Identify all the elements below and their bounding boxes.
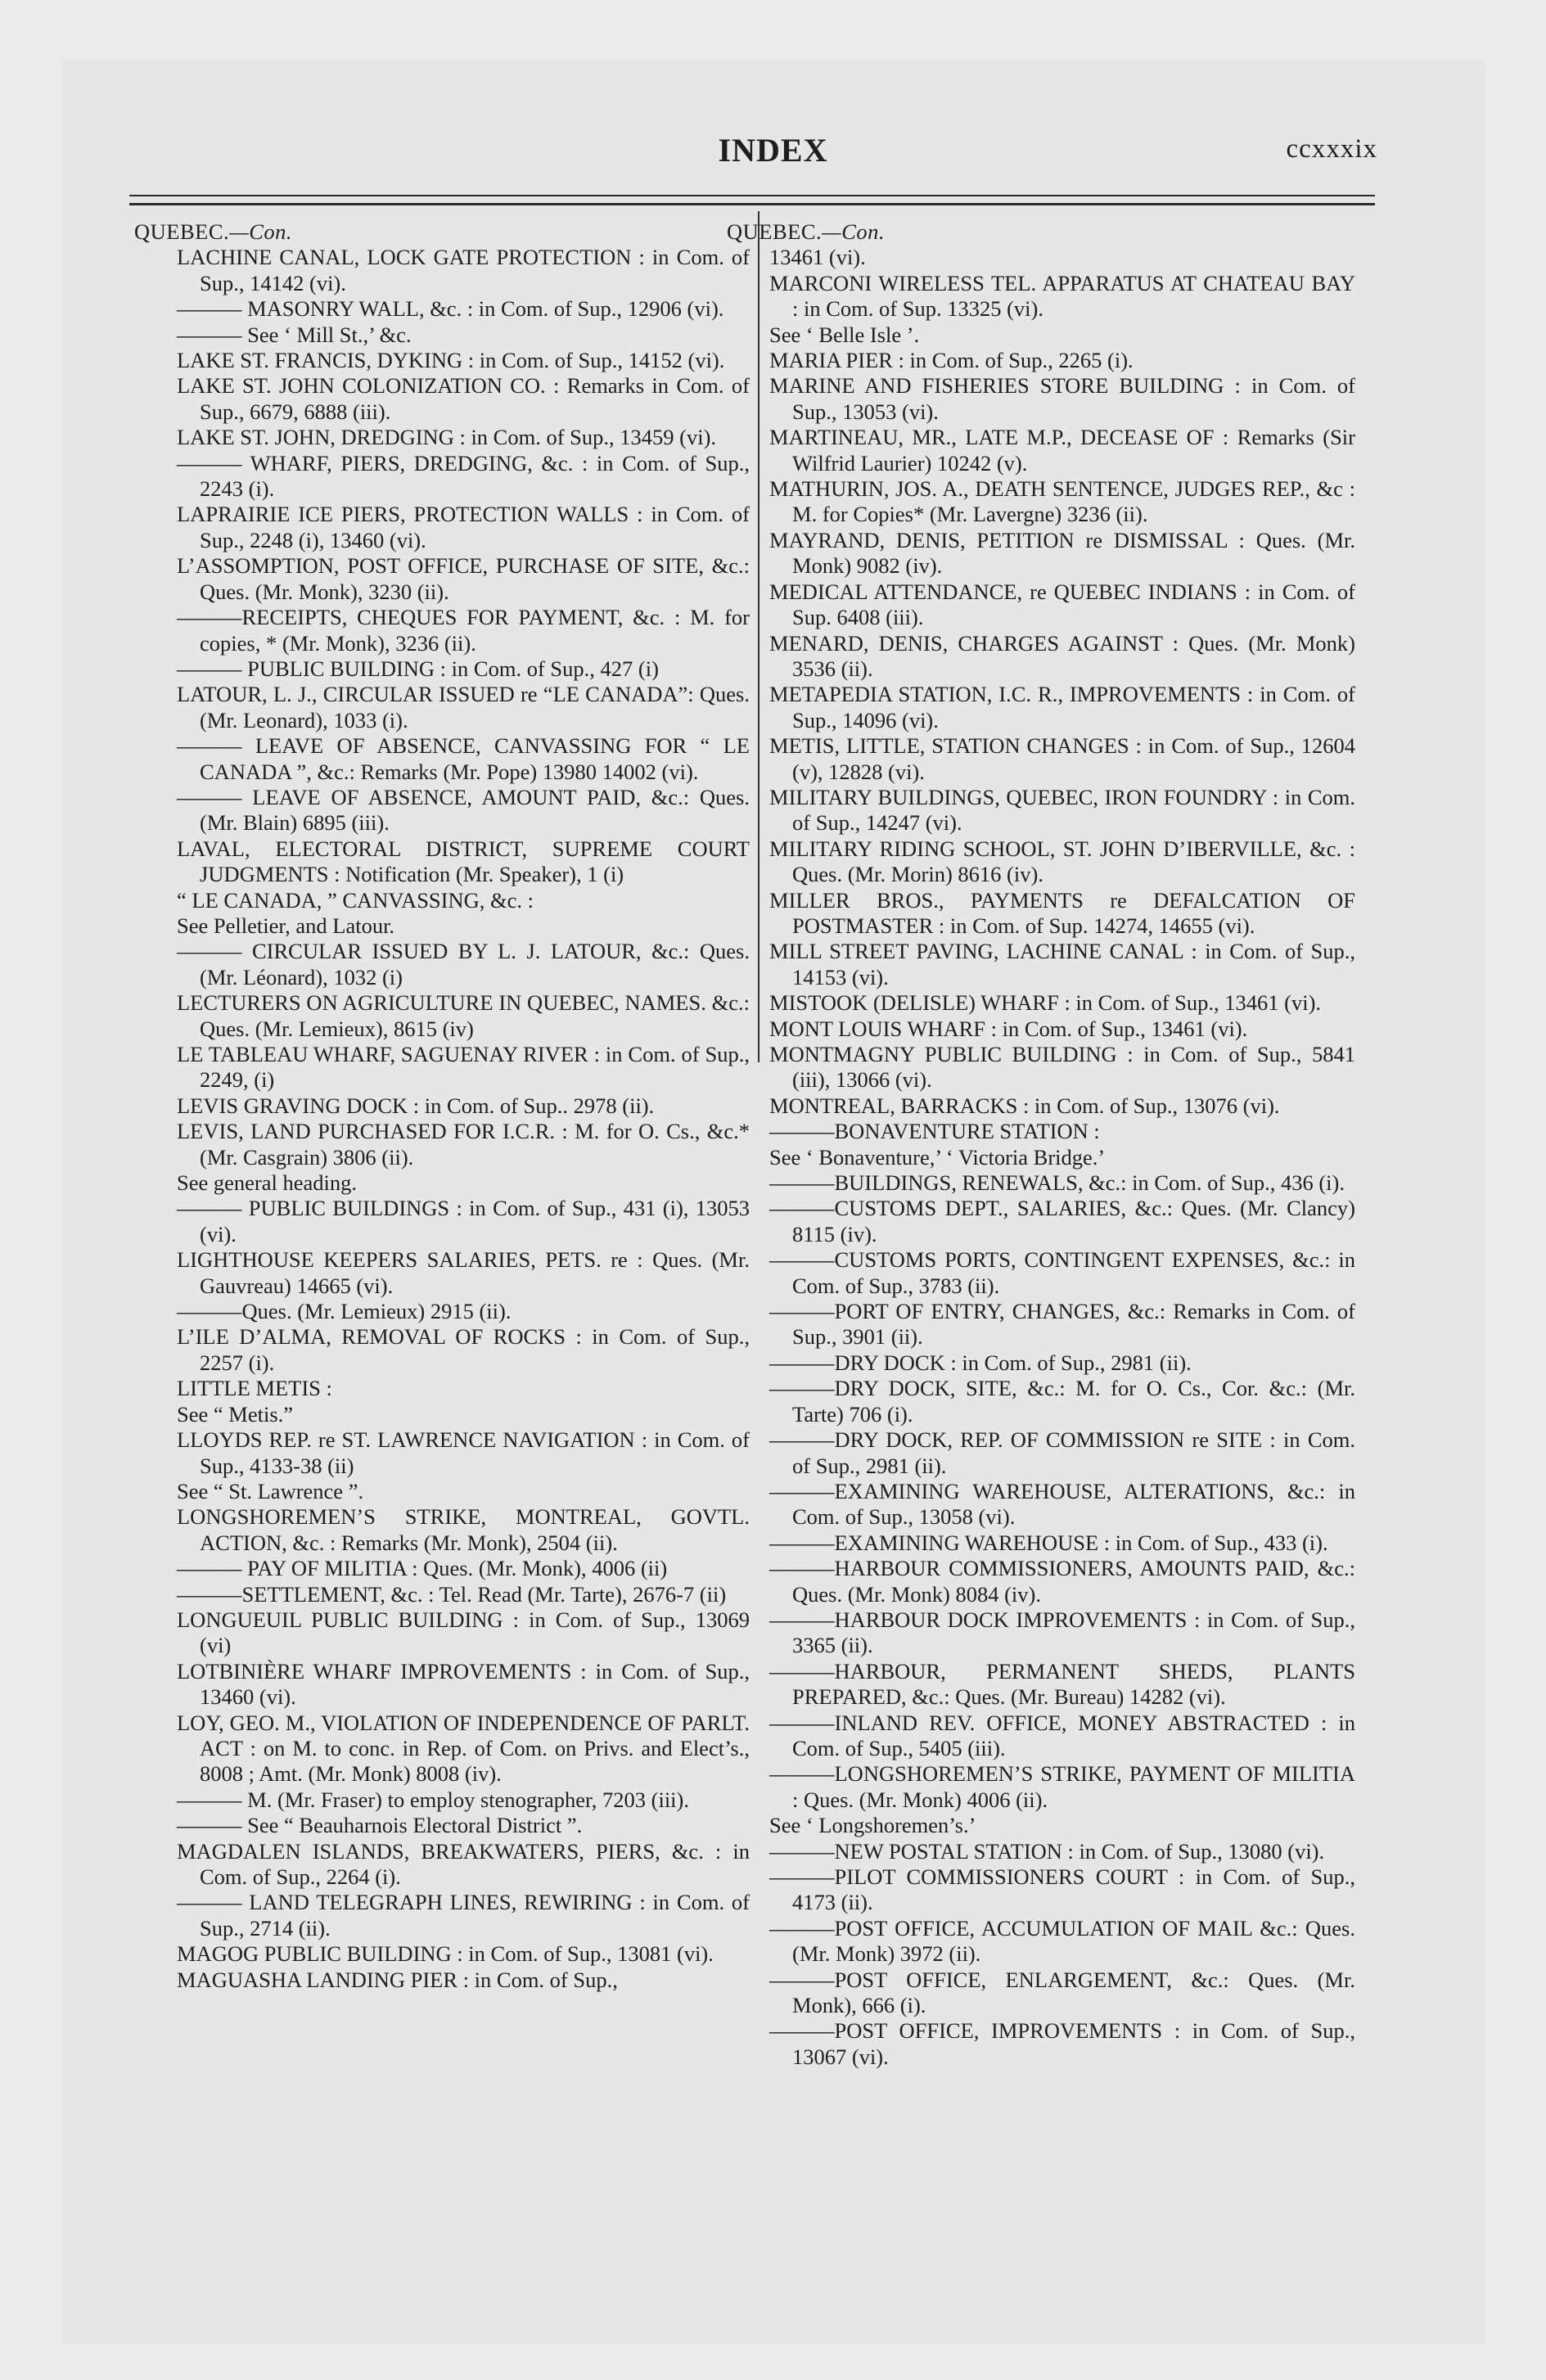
left-heading-suffix: —Con. bbox=[229, 219, 292, 244]
index-entry: ———PORT OF ENTRY, CHANGES, &c.: Remarks in Com. of Sup., 3901 (ii). bbox=[769, 1299, 1355, 1350]
index-entry: ——— LEAVE OF ABSENCE, AMOUNT PAID, &c.: Ques. (Mr. Blain) 6895 (iii). bbox=[177, 784, 750, 836]
index-entry: LATOUR, L. J., CIRCULAR ISSUED re “LE CANADA”: Ques. (Mr. Leonard), 1033 (i). bbox=[177, 682, 750, 732]
index-entry: ———HARBOUR DOCK IMPROVEMENTS : in Com. of Sup., 3365 (ii). bbox=[769, 1607, 1355, 1658]
index-entry: MAGOG PUBLIC BUILDING : in Com. of Sup., 13081 (vi). bbox=[177, 1941, 714, 1967]
index-entry: ———EXAMINING WAREHOUSE, ALTERATIONS, &c.: in Com. of Sup., 13058 (vi). bbox=[769, 1478, 1355, 1530]
index-entry: LEVIS GRAVING DOCK : in Com. of Sup.. 2978 (ii). bbox=[177, 1093, 655, 1118]
index-entry: ———EXAMINING WAREHOUSE : in Com. of Sup., 433 (i). bbox=[769, 1530, 1328, 1555]
index-entry: ———CUSTOMS PORTS, CONTINGENT EXPENSES, &c.: in Com. of Sup., 3783 (ii). bbox=[769, 1247, 1355, 1298]
index-entry: MARINE AND FISHERIES STORE BUILDING : in Com. of Sup., 13053 (vi). bbox=[769, 373, 1355, 424]
index-entry: See ‘ Bonaventure,’ ‘ Victoria Bridge.’ bbox=[769, 1144, 1106, 1170]
left-heading-text: QUEBEC. bbox=[134, 219, 230, 244]
index-entry: See ‘ Belle Isle ’. bbox=[769, 322, 920, 347]
index-entry: LONGSHOREMEN’S STRIKE, MONTREAL, GOVTL. ACTION, &c. : Remarks (Mr. Monk), 2504 (ii). bbox=[177, 1504, 750, 1555]
index-entry: ———DRY DOCK : in Com. of Sup., 2981 (ii). bbox=[769, 1350, 1192, 1375]
index-entry: ——— See ‘ Mill St.,’ &c. bbox=[177, 322, 412, 347]
index-entry: LE TABLEAU WHARF, SAGUENAY RIVER : in Com. of Sup., 2249, (i) bbox=[177, 1042, 750, 1093]
index-entry: ———HARBOUR, PERMANENT SHEDS, PLANTS PREPARED, &c.: Ques. (Mr. Bureau) 14282 (vi). bbox=[769, 1658, 1355, 1710]
column-divider bbox=[758, 211, 759, 1062]
header-rule-thick bbox=[129, 203, 1375, 205]
index-entry: LLOYDS REP. re ST. LAWRENCE NAVIGATION : in Com. of Sup., 4133-38 (ii) bbox=[177, 1427, 750, 1478]
index-entry: MAGDALEN ISLANDS, BREAKWATERS, PIERS, &c. : in Com. of Sup., 2264 (i). bbox=[177, 1838, 750, 1889]
index-entry: METIS, LITTLE, STATION CHANGES : in Com. of Sup., 12604 (v), 12828 (vi). bbox=[769, 733, 1355, 784]
index-entry: LEVIS, LAND PURCHASED FOR I.C.R. : M. for O. Cs., &c.* (Mr. Casgrain) 3806 (ii). bbox=[177, 1119, 750, 1170]
right-heading-suffix: —Con. bbox=[822, 219, 885, 244]
index-entry: ———DRY DOCK, SITE, &c.: M. for O. Cs., Cor. &c.: (Mr. Tarte) 706 (i). bbox=[769, 1376, 1355, 1427]
index-entry: ———RECEIPTS, CHEQUES FOR PAYMENT, &c. : M. for copies, * (Mr. Monk), 3236 (ii). bbox=[177, 605, 750, 656]
index-entry: MARIA PIER : in Com. of Sup., 2265 (i). bbox=[769, 348, 1134, 373]
index-entry: MENARD, DENIS, CHARGES AGAINST : Ques. (Mr. Monk) 3536 (ii). bbox=[769, 630, 1355, 681]
index-entry: ———PILOT COMMISSIONERS COURT : in Com. of Sup., 4173 (ii). bbox=[769, 1864, 1355, 1915]
index-entry: ——— See “ Beauharnois Electoral District ”. bbox=[177, 1813, 583, 1838]
index-entry: LITTLE METIS : bbox=[177, 1376, 332, 1401]
index-entry: 13461 (vi). bbox=[769, 245, 866, 270]
index-entry: MONTREAL, BARRACKS : in Com. of Sup., 13076 (vi). bbox=[769, 1093, 1280, 1118]
left-column bbox=[134, 219, 750, 1993]
index-entry: MILITARY RIDING SCHOOL, ST. JOHN D’IBERVILLE, &c. : Ques. (Mr. Morin) 8616 (iv). bbox=[769, 836, 1355, 887]
page-title: INDEX bbox=[718, 132, 828, 169]
index-entry: ——— PUBLIC BUILDING : in Com. of Sup., 427 (i) bbox=[177, 656, 659, 681]
index-entry: MAGUASHA LANDING PIER : in Com. of Sup., bbox=[177, 1967, 618, 1992]
index-entry: ——— LAND TELEGRAPH LINES, REWIRING : in Com. of Sup., 2714 (ii). bbox=[177, 1890, 750, 1941]
right-entries bbox=[769, 245, 1355, 2070]
right-column-heading bbox=[727, 219, 1355, 245]
index-entry: ——— CIRCULAR ISSUED BY L. J. LATOUR, &c.: Ques. (Mr. Léonard), 1032 (i) bbox=[177, 939, 750, 989]
index-entry: LAVAL, ELECTORAL DISTRICT, SUPREME COURT JUDGMENTS : Notification (Mr. Speaker), 1 (i) bbox=[177, 836, 750, 887]
index-entry: ———POST OFFICE, ENLARGEMENT, &c.: Ques. (Mr. Monk), 666 (i). bbox=[769, 1967, 1355, 2018]
left-column-heading bbox=[134, 219, 750, 245]
index-entry: MONTMAGNY PUBLIC BUILDING : in Com. of Sup., 5841 (iii), 13066 (vi). bbox=[769, 1042, 1355, 1093]
index-entry: LAKE ST. FRANCIS, DYKING : in Com. of Sup., 14152 (vi). bbox=[177, 348, 725, 373]
index-entry: ———HARBOUR COMMISSIONERS, AMOUNTS PAID, &c.: Ques. (Mr. Monk) 8084 (iv). bbox=[769, 1556, 1355, 1607]
index-entry: ——— WHARF, PIERS, DREDGING, &c. : in Com. of Sup., 2243 (i). bbox=[177, 450, 750, 502]
index-entry: ———POST OFFICE, ACCUMULATION OF MAIL &c.: Ques. (Mr. Monk) 3972 (ii). bbox=[769, 1915, 1355, 1967]
index-entry: MARCONI WIRELESS TEL. APPARATUS AT CHATEAU BAY : in Com. of Sup. 13325 (vi). bbox=[769, 270, 1355, 322]
index-entry: ——— M. (Mr. Fraser) to employ stenographer, 7203 (iii). bbox=[177, 1787, 689, 1812]
index-entry: ———LONGSHOREMEN’S STRIKE, PAYMENT OF MILITIA : Ques. (Mr. Monk) 4006 (ii). bbox=[769, 1761, 1355, 1812]
index-entry: MEDICAL ATTENDANCE, re QUEBEC INDIANS : in Com. of Sup. 6408 (iii). bbox=[769, 579, 1355, 630]
index-entry: MILL STREET PAVING, LACHINE CANAL : in Com. of Sup., 14153 (vi). bbox=[769, 939, 1355, 989]
right-heading-text: QUEBEC. bbox=[727, 219, 823, 244]
index-entry: LAKE ST. JOHN, DREDGING : in Com. of Sup., 13459 (vi). bbox=[177, 425, 717, 450]
index-entry: LACHINE CANAL, LOCK GATE PROTECTION : in Com. of Sup., 14142 (vi). bbox=[177, 245, 750, 295]
header-rule-thin bbox=[129, 195, 1375, 196]
index-entry: MILITARY BUILDINGS, QUEBEC, IRON FOUNDRY : in Com. of Sup., 14247 (vi). bbox=[769, 784, 1355, 836]
right-column bbox=[727, 219, 1355, 2070]
index-entry: LAKE ST. JOHN COLONIZATION CO. : Remarks in Com. of Sup., 6679, 6888 (iii). bbox=[177, 373, 750, 424]
index-entry: ———DRY DOCK, REP. OF COMMISSION re SITE : in Com. of Sup., 2981 (ii). bbox=[769, 1427, 1355, 1478]
index-entry: MATHURIN, JOS. A., DEATH SENTENCE, JUDGES REP., &c : M. for Copies* (Mr. Lavergne) 3236 (ii). bbox=[769, 476, 1355, 527]
index-entry: ———BUILDINGS, RENEWALS, &c.: in Com. of Sup., 436 (i). bbox=[769, 1170, 1345, 1196]
index-entry: ———CUSTOMS DEPT., SALARIES, &c.: Ques. (Mr. Clancy) 8115 (iv). bbox=[769, 1196, 1355, 1246]
index-entry: See ‘ Longshoremen’s.’ bbox=[769, 1813, 976, 1838]
index-entry: LOY, GEO. M., VIOLATION OF INDEPENDENCE OF PARLT. ACT : on M. to conc. in Rep. of Com. on Privs. and Elect’s., 8008 ; Amt. (Mr. Monk) 8008 (iv). bbox=[177, 1710, 750, 1787]
index-entry: See “ St. Lawrence ”. bbox=[177, 1478, 364, 1503]
index-entry: L’ILE D’ALMA, REMOVAL OF ROCKS : in Com. of Sup., 2257 (i). bbox=[177, 1324, 750, 1375]
index-entry: LOTBINIÈRE WHARF IMPROVEMENTS : in Com. of Sup., 13460 (vi). bbox=[177, 1658, 750, 1710]
index-entry: ——— MASONRY WALL, &c. : in Com. of Sup., 12906 (vi). bbox=[177, 296, 724, 322]
index-entry: ———POST OFFICE, IMPROVEMENTS : in Com. of Sup., 13067 (vi). bbox=[769, 2018, 1355, 2069]
index-entry: MONT LOUIS WHARF : in Com. of Sup., 13461 (vi). bbox=[769, 1016, 1248, 1041]
index-entry: ———NEW POSTAL STATION : in Com. of Sup., 13080 (vi). bbox=[769, 1838, 1325, 1864]
index-entry: LAPRAIRIE ICE PIERS, PROTECTION WALLS : in Com. of Sup., 2248 (i), 13460 (vi). bbox=[177, 502, 750, 552]
index-entry: MAYRAND, DENIS, PETITION re DISMISSAL : Ques. (Mr. Monk) 9082 (iv). bbox=[769, 527, 1355, 579]
index-entry: MILLER BROS., PAYMENTS re DEFALCATION OF POSTMASTER : in Com. of Sup. 14274, 14655 (vi). bbox=[769, 887, 1355, 938]
index-entry: L’ASSOMPTION, POST OFFICE, PURCHASE OF SITE, &c.: Ques. (Mr. Monk), 3230 (ii). bbox=[177, 553, 750, 604]
index-entry: See Pelletier, and Latour. bbox=[177, 913, 395, 938]
index-entry: LONGUEUIL PUBLIC BUILDING : in Com. of Sup., 13069 (vi) bbox=[177, 1607, 750, 1658]
index-entry: LIGHTHOUSE KEEPERS SALARIES, PETS. re : Ques. (Mr. Gauvreau) 14665 (vi). bbox=[177, 1247, 750, 1298]
index-entry: ——— LEAVE OF ABSENCE, CANVASSING FOR “ LE CANADA ”, &c.: Remarks (Mr. Pope) 13980 14002 (vi). bbox=[177, 733, 750, 784]
index-entry: ———SETTLEMENT, &c. : Tel. Read (Mr. Tarte), 2676-7 (ii) bbox=[177, 1581, 727, 1607]
index-entry: ———BONAVENTURE STATION : bbox=[769, 1119, 1100, 1144]
index-entry: ———Ques. (Mr. Lemieux) 2915 (ii). bbox=[177, 1299, 512, 1324]
index-entry: ———INLAND REV. OFFICE, MONEY ABSTRACTED : in Com. of Sup., 5405 (iii). bbox=[769, 1710, 1355, 1760]
index-entry: MISTOOK (DELISLE) WHARF : in Com. of Sup., 13461 (vi). bbox=[769, 990, 1322, 1016]
index-entry: LECTURERS ON AGRICULTURE IN QUEBEC, NAMES. &c.: Ques. (Mr. Lemieux), 8615 (iv) bbox=[177, 990, 750, 1041]
page-number: ccxxxix bbox=[1286, 134, 1377, 164]
index-entry: MARTINEAU, MR., LATE M.P., DECEASE OF : Remarks (Sir Wilfrid Laurier) 10242 (v). bbox=[769, 425, 1355, 476]
index-entry: METAPEDIA STATION, I.C. R., IMPROVEMENTS : in Com. of Sup., 14096 (vi). bbox=[769, 682, 1355, 732]
index-entry: See general heading. bbox=[177, 1170, 357, 1196]
index-entry: ——— PAY OF MILITIA : Ques. (Mr. Monk), 4006 (ii) bbox=[177, 1556, 668, 1581]
index-entry: See “ Metis.” bbox=[177, 1401, 294, 1427]
left-entries bbox=[177, 245, 750, 1993]
index-entry: “ LE CANADA, ” CANVASSING, &c. : bbox=[177, 887, 534, 913]
index-entry: ——— PUBLIC BUILDINGS : in Com. of Sup., 431 (i), 13053 (vi). bbox=[177, 1196, 750, 1246]
